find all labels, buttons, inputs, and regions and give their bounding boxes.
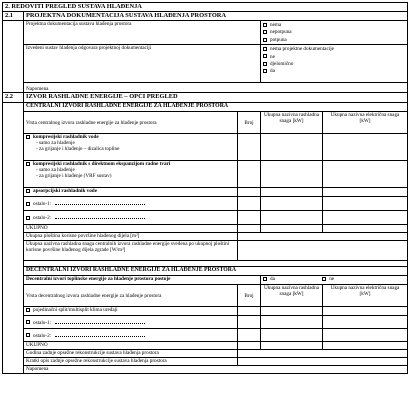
central-col-elec: Ukupna nazivna električna snaga [kW] bbox=[323, 112, 408, 134]
option-da[interactable]: da bbox=[263, 276, 275, 282]
fill-line[interactable] bbox=[55, 200, 145, 205]
decentral-col-cool: Ukupna nazivna rashladna snaga [kW] bbox=[261, 285, 323, 307]
checkbox[interactable] bbox=[263, 277, 267, 281]
central-col-type: Vrsta centralnog izvora rashladne energije za hlađenje prostora bbox=[24, 112, 238, 134]
reconstruction-year-value[interactable] bbox=[238, 350, 408, 358]
checkbox[interactable] bbox=[263, 30, 267, 34]
fill-line[interactable] bbox=[55, 319, 145, 324]
cell-elec[interactable] bbox=[323, 134, 408, 161]
cell-cool[interactable] bbox=[261, 161, 323, 188]
cell-broj[interactable] bbox=[238, 225, 261, 233]
decentral-col-broj: Broj bbox=[238, 285, 261, 307]
cell-cool[interactable] bbox=[261, 197, 323, 211]
cell-elec[interactable] bbox=[323, 188, 408, 197]
central-area-value[interactable] bbox=[238, 233, 408, 241]
cell-cool[interactable] bbox=[261, 329, 323, 342]
checkbox[interactable] bbox=[322, 277, 326, 281]
central-col-cool: Ukupna nazivna rashladna snaga [kW] bbox=[261, 112, 323, 134]
section-2-2-number: 2.2 bbox=[3, 93, 24, 103]
central-item-other-1: ostalo-1: bbox=[24, 197, 238, 211]
project-docs-options bbox=[261, 21, 408, 45]
cell-elec[interactable] bbox=[323, 197, 408, 211]
reconstruction-desc-value[interactable] bbox=[238, 358, 408, 366]
decentral-title: DECENTRALNI IZVORI RASHLADNE ENERGIJE ZA HLAĐENJE PROSTORA bbox=[24, 267, 408, 276]
cell-broj[interactable] bbox=[238, 316, 261, 329]
checkbox[interactable] bbox=[263, 23, 267, 27]
napomena-2-2[interactable]: Napomena bbox=[24, 366, 408, 374]
option-da[interactable]: da bbox=[263, 68, 405, 75]
central-item-other-2: ostalo-2: bbox=[24, 211, 238, 225]
checkbox[interactable] bbox=[26, 320, 30, 324]
cooling-system-form bbox=[2, 2, 409, 374]
system-matches-docs-label: Izvedeni sustav hlađenja odgovara projektnoj dokumentaciji bbox=[24, 45, 261, 83]
cell-cool[interactable] bbox=[261, 316, 323, 329]
checkbox[interactable] bbox=[26, 135, 30, 139]
decentral-item-split: pojedinačni split/multisplit klima uređaji bbox=[24, 307, 238, 316]
fill-line[interactable] bbox=[55, 332, 145, 337]
option-ne[interactable]: ne bbox=[322, 276, 334, 282]
cell-broj[interactable] bbox=[238, 197, 261, 211]
napomena-2-1[interactable]: Napomena bbox=[24, 83, 408, 93]
cell-elec[interactable] bbox=[323, 211, 408, 225]
cell-broj[interactable] bbox=[238, 342, 261, 350]
cell-cool[interactable] bbox=[261, 342, 323, 350]
checkbox[interactable] bbox=[26, 216, 30, 220]
cell-elec[interactable] bbox=[323, 225, 408, 233]
section-2-1-number: 2.1 bbox=[3, 12, 24, 21]
section-2-1-title: PROJEKTNA DOKUMENTACIJA SUSTAVA HLAĐENJA PROSTORA bbox=[24, 12, 408, 21]
checkbox[interactable] bbox=[26, 202, 30, 206]
cell-broj[interactable] bbox=[238, 161, 261, 188]
cell-broj[interactable] bbox=[238, 211, 261, 225]
option-potpuna[interactable]: potpuna bbox=[263, 37, 405, 44]
decentral-exists-label: Decentralni izvori toplinske energije za hlađenje prostora postoje bbox=[24, 276, 261, 285]
checkbox[interactable] bbox=[263, 69, 267, 73]
cell-cool[interactable] bbox=[261, 307, 323, 316]
project-docs-label: Projektna dokumentacija sustava hlađenja prostora bbox=[24, 21, 261, 45]
decentral-col-elec: Ukupna nazivna električna snaga [kW] bbox=[323, 285, 408, 307]
cell-cool[interactable] bbox=[261, 188, 323, 197]
fill-line[interactable] bbox=[55, 214, 145, 219]
central-item-compressor-dx: kompresijski rashladnik s direktnom ekspanzijom radne tvari - samo za hlađenje - za grijanje i hlađenje (VRF sustav) bbox=[24, 161, 238, 188]
system-matches-docs-options bbox=[261, 45, 408, 83]
form-table bbox=[2, 2, 408, 374]
checkbox[interactable] bbox=[26, 162, 30, 166]
central-item-compressor-water: kompresijski rashladnik vode - samo za hlađenje - za grijanje i hlađenje – dizalica topline bbox=[24, 134, 238, 161]
cell-elec[interactable] bbox=[323, 161, 408, 188]
cell-broj[interactable] bbox=[238, 329, 261, 342]
option-nema-projektne[interactable]: nema projektne dokumentacije bbox=[263, 46, 405, 53]
central-item-absorption: apsorpcijski rashladnik vode bbox=[24, 188, 238, 197]
central-col-broj: Broj bbox=[238, 112, 261, 134]
decentral-col-type: Vrsta decentralnog izvora rashladne energije za hlađenje prostora bbox=[24, 285, 238, 307]
section-2-2-title: IZVOR RASHLADNE ENERGIJE – OPĆI PREGLED bbox=[24, 93, 408, 103]
checkbox[interactable] bbox=[263, 62, 267, 66]
checkbox[interactable] bbox=[263, 54, 267, 58]
section-title: 2. REDOVITI PREGLED SUSTAVA HLAĐENJA bbox=[3, 3, 408, 12]
cell-cool[interactable] bbox=[261, 134, 323, 161]
central-title: CENTRALNI IZVORI RASHLADNE ENERGIJE ZA HLAĐENJE PROSTORA bbox=[24, 103, 408, 112]
checkbox[interactable] bbox=[263, 38, 267, 42]
decentral-item-other-1: ostalo-1: bbox=[24, 316, 238, 329]
checkbox[interactable] bbox=[26, 308, 30, 312]
cell-broj[interactable] bbox=[238, 307, 261, 316]
option-nema[interactable]: nema bbox=[263, 22, 405, 29]
cell-elec[interactable] bbox=[323, 329, 408, 342]
reconstruction-desc-label: Kratki opis zadnje opsežne rekonstrukcije sustava hlađenja prostora bbox=[24, 358, 238, 366]
central-area-label: Ukupna ploština korisne površine hlađenog dijela [m²] bbox=[24, 233, 238, 241]
cell-cool[interactable] bbox=[261, 211, 323, 225]
central-ukupno: UKUPNO bbox=[24, 225, 238, 233]
checkbox[interactable] bbox=[263, 47, 267, 51]
reconstruction-year-label: Godina zadnje opsežne rekonstrukcije sustava hlađenja prostora bbox=[24, 350, 238, 358]
checkbox[interactable] bbox=[26, 189, 30, 193]
central-ratio-value[interactable] bbox=[238, 241, 408, 261]
central-ratio-label: Ukupna nazivna rashladna snaga centralnih izvora rashladne energije svedena po ukupnoj ploštini korisne površine hlađenog dijela zgrade [W/m²] bbox=[24, 241, 238, 261]
cell-cool[interactable] bbox=[261, 225, 323, 233]
cell-broj[interactable] bbox=[238, 134, 261, 161]
checkbox[interactable] bbox=[26, 333, 30, 337]
option-ne[interactable]: ne bbox=[263, 54, 405, 61]
decentral-exists-options bbox=[261, 276, 408, 285]
option-djelomicno[interactable]: djelomično bbox=[263, 61, 405, 68]
decentral-item-other-2: ostalo-2: bbox=[24, 329, 238, 342]
cell-elec[interactable] bbox=[323, 342, 408, 350]
option-nepotpuna[interactable]: nepotpuna bbox=[263, 29, 405, 36]
cell-broj[interactable] bbox=[238, 188, 261, 197]
cell-elec[interactable] bbox=[323, 316, 408, 329]
decentral-ukupno: UKUPNO bbox=[24, 342, 238, 350]
cell-elec[interactable] bbox=[323, 307, 408, 316]
